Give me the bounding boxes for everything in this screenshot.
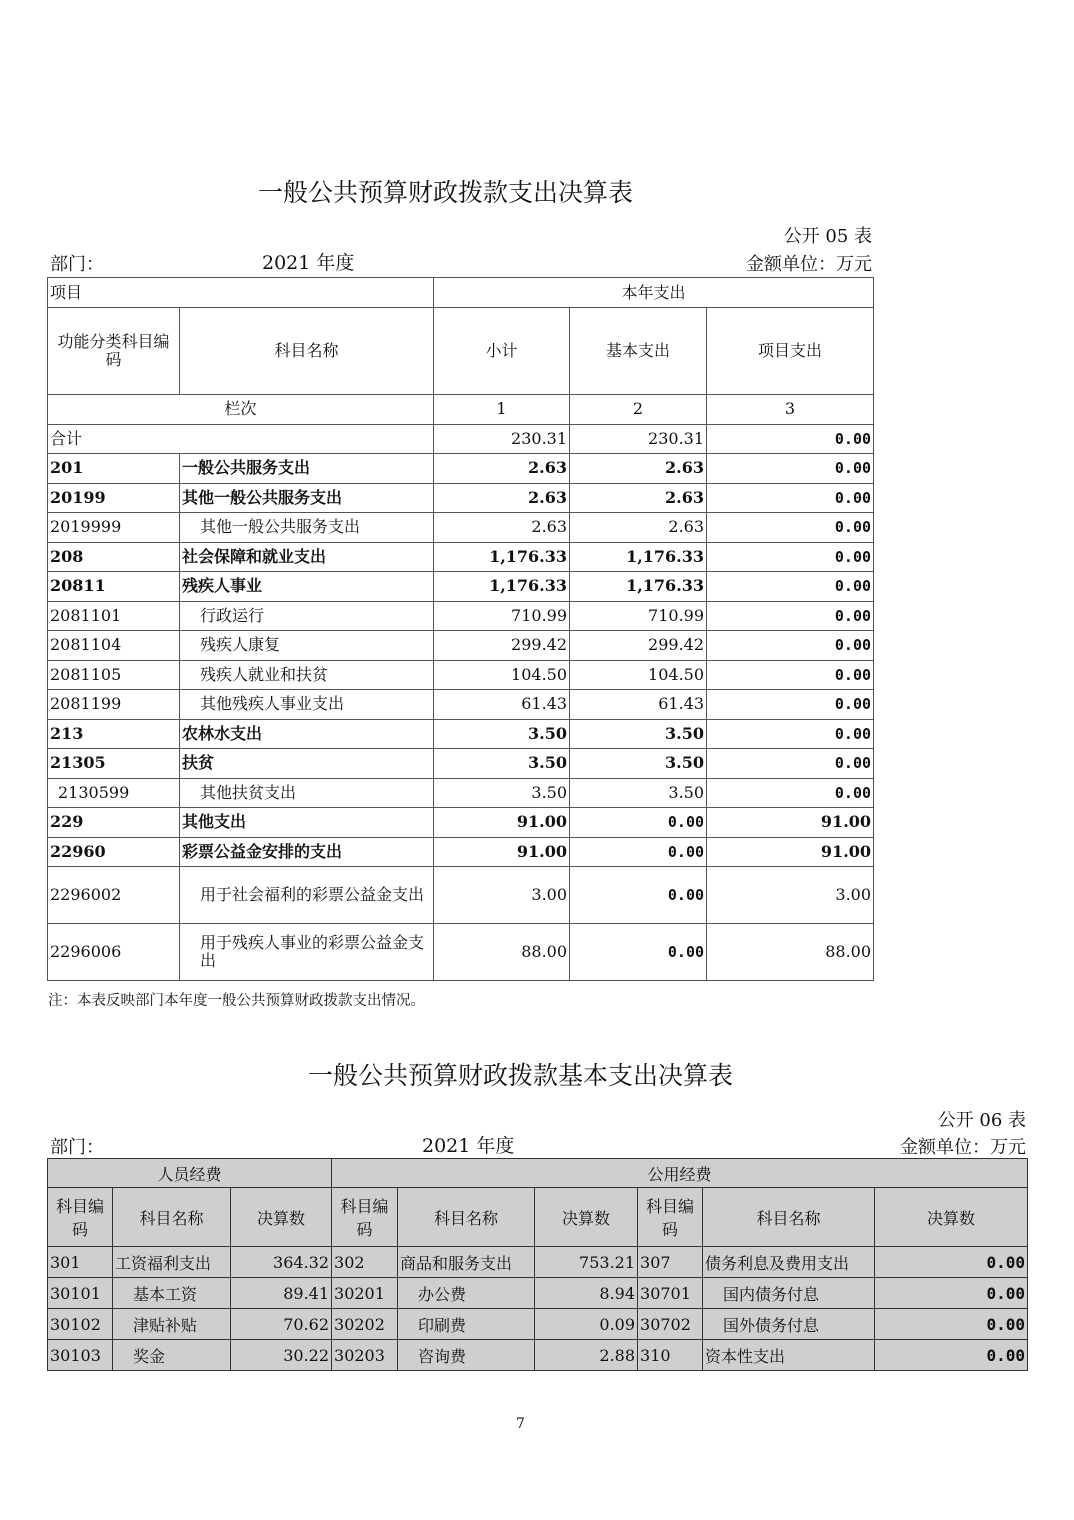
column-order-row [48, 395, 874, 425]
header-public: 公用经费 [332, 1159, 1028, 1188]
row-basic: 1,176.33 [570, 542, 707, 572]
row-code: 213 [48, 719, 180, 749]
row-project: 0.00 [707, 719, 874, 749]
table-row [48, 572, 874, 602]
table2-unit: 金额单位：万元 [900, 1137, 1026, 1158]
row-name: 用于社会福利的彩票公益金支出 [180, 867, 434, 924]
row-code: 30202 [332, 1309, 398, 1340]
row-project: 0.00 [707, 483, 874, 513]
row-basic: 0.00 [570, 924, 707, 981]
t2-header-amount-3: 决算数 [875, 1188, 1028, 1247]
row-subtotal: 2.63 [434, 483, 570, 513]
row-basic: 2.63 [570, 513, 707, 543]
row-code: 2081104 [48, 631, 180, 661]
table1-note: 注：本表反映部门本年度一般公共预算财政拨款支出情况。 [48, 993, 425, 1009]
table-row [48, 719, 874, 749]
row-basic: 0.00 [570, 808, 707, 838]
t2-header-name-2: 科目名称 [398, 1188, 535, 1247]
table-row [48, 601, 874, 631]
row-name: 基本工资 [113, 1278, 231, 1309]
total-row [48, 424, 874, 454]
row-project: 0.00 [707, 572, 874, 602]
row-amount: 0.09 [535, 1309, 638, 1340]
row-name: 用于残疾人事业的彩票公益金支出 [180, 924, 434, 981]
row-amount: 0.00 [875, 1247, 1028, 1278]
total-subtotal: 230.31 [434, 424, 570, 454]
t2-header-amount-1: 决算数 [231, 1188, 332, 1247]
row-project: 0.00 [707, 542, 874, 572]
row-subtotal: 91.00 [434, 837, 570, 867]
header-row-2 [48, 308, 874, 395]
row-code: 302 [332, 1247, 398, 1278]
row-name: 一般公共服务支出 [180, 454, 434, 484]
row-basic: 299.42 [570, 631, 707, 661]
table-row [48, 454, 874, 484]
row-code: 2081105 [48, 660, 180, 690]
t2-header-amount-2: 决算数 [535, 1188, 638, 1247]
table-row [48, 867, 874, 924]
row-code: 30201 [332, 1278, 398, 1309]
row-code: 2296002 [48, 867, 180, 924]
row-basic: 61.43 [570, 690, 707, 720]
header-item: 项目 [48, 278, 434, 308]
row-amount: 2.88 [535, 1340, 638, 1371]
row-amount: 70.62 [231, 1309, 332, 1340]
row-project: 0.00 [707, 601, 874, 631]
row-name: 工资福利支出 [113, 1247, 231, 1278]
row-subtotal: 710.99 [434, 601, 570, 631]
row-name: 扶贫 [180, 749, 434, 779]
row-basic: 2.63 [570, 483, 707, 513]
row-amount: 8.94 [535, 1278, 638, 1309]
row-subtotal: 2.63 [434, 454, 570, 484]
row-name: 其他一般公共服务支出 [180, 513, 434, 543]
t2-header-name-1: 科目名称 [113, 1188, 231, 1247]
row-project: 91.00 [707, 808, 874, 838]
row-code: 301 [48, 1247, 113, 1278]
table-row [48, 1278, 1028, 1309]
row-name: 残疾人事业 [180, 572, 434, 602]
table-row [48, 542, 874, 572]
row-code: 20811 [48, 572, 180, 602]
row-code: 30701 [638, 1278, 703, 1309]
table2-dept-label: 部门： [50, 1137, 104, 1158]
row-code: 307 [638, 1247, 703, 1278]
row-project: 91.00 [707, 837, 874, 867]
table-row [48, 631, 874, 661]
t2-header-code-3: 科目编码 [638, 1188, 703, 1247]
header-project: 项目支出 [707, 308, 874, 395]
t2-header-row-1 [48, 1159, 1028, 1188]
row-code: 201 [48, 454, 180, 484]
row-project: 88.00 [707, 924, 874, 981]
table2-year: 2021 年度 [422, 1135, 515, 1157]
row-code: 30102 [48, 1309, 113, 1340]
row-subtotal: 88.00 [434, 924, 570, 981]
row-code: 2019999 [48, 513, 180, 543]
col-1: 1 [434, 395, 570, 425]
header-subject-name: 科目名称 [180, 308, 434, 395]
row-name: 奖金 [113, 1340, 231, 1371]
row-subtotal: 91.00 [434, 808, 570, 838]
total-project: 0.00 [707, 424, 874, 454]
table1-year: 2021 年度 [262, 252, 355, 274]
row-project: 0.00 [707, 749, 874, 779]
row-amount: 753.21 [535, 1247, 638, 1278]
t2-header-row-2 [48, 1188, 1028, 1247]
row-name: 债务利息及费用支出 [703, 1247, 875, 1278]
table-row [48, 924, 874, 981]
header-func-code: 功能分类科目编码 [48, 308, 180, 395]
row-project: 0.00 [707, 454, 874, 484]
row-subtotal: 61.43 [434, 690, 570, 720]
col-3: 3 [707, 395, 874, 425]
row-basic: 3.50 [570, 778, 707, 808]
row-amount: 0.00 [875, 1278, 1028, 1309]
table1-dept-label: 部门： [50, 254, 104, 275]
row-name: 残疾人就业和扶贫 [180, 660, 434, 690]
row-amount: 89.41 [231, 1278, 332, 1309]
row-project: 0.00 [707, 631, 874, 661]
row-project: 0.00 [707, 690, 874, 720]
row-subtotal: 1,176.33 [434, 542, 570, 572]
row-code: 22960 [48, 837, 180, 867]
row-name: 国外债务付息 [703, 1309, 875, 1340]
table-row [48, 778, 874, 808]
row-code: 229 [48, 808, 180, 838]
row-subtotal: 3.00 [434, 867, 570, 924]
row-code: 310 [638, 1340, 703, 1371]
header-row-1 [48, 278, 874, 308]
table-row [48, 660, 874, 690]
row-code: 30101 [48, 1278, 113, 1309]
row-name: 印刷费 [398, 1309, 535, 1340]
row-project: 3.00 [707, 867, 874, 924]
table-row [48, 837, 874, 867]
basic-expenditure-table [47, 1158, 1028, 1371]
table-row [48, 749, 874, 779]
row-subtotal: 104.50 [434, 660, 570, 690]
t2-header-code-2: 科目编码 [332, 1188, 398, 1247]
row-amount: 0.00 [875, 1340, 1028, 1371]
row-code: 2130599 [48, 778, 180, 808]
table-row [48, 1340, 1028, 1371]
header-this-year: 本年支出 [434, 278, 874, 308]
t2-header-name-3: 科目名称 [703, 1188, 875, 1247]
row-code: 30103 [48, 1340, 113, 1371]
row-name: 国内债务付息 [703, 1278, 875, 1309]
row-basic: 1,176.33 [570, 572, 707, 602]
row-basic: 2.63 [570, 454, 707, 484]
page-number: 7 [516, 1416, 525, 1432]
row-amount: 30.22 [231, 1340, 332, 1371]
row-name: 农林水支出 [180, 719, 434, 749]
row-project: 0.00 [707, 660, 874, 690]
row-project: 0.00 [707, 513, 874, 543]
row-amount: 0.00 [875, 1309, 1028, 1340]
row-subtotal: 2.63 [434, 513, 570, 543]
header-subtotal: 小计 [434, 308, 570, 395]
header-personnel: 人员经费 [48, 1159, 332, 1188]
table1-code: 公开 05 表 [783, 226, 872, 247]
row-code: 21305 [48, 749, 180, 779]
row-name: 其他扶贫支出 [180, 778, 434, 808]
row-name: 其他一般公共服务支出 [180, 483, 434, 513]
col-2: 2 [570, 395, 707, 425]
row-subtotal: 3.50 [434, 749, 570, 779]
table-row [48, 513, 874, 543]
row-subtotal: 3.50 [434, 778, 570, 808]
row-name: 咨询费 [398, 1340, 535, 1371]
row-code: 2081199 [48, 690, 180, 720]
row-name: 商品和服务支出 [398, 1247, 535, 1278]
row-subtotal: 3.50 [434, 719, 570, 749]
row-name: 津贴补贴 [113, 1309, 231, 1340]
row-name: 资本性支出 [703, 1340, 875, 1371]
table-row [48, 483, 874, 513]
row-code: 30702 [638, 1309, 703, 1340]
table1-title: 一般公共预算财政拨款支出决算表 [258, 178, 634, 207]
row-basic: 104.50 [570, 660, 707, 690]
row-code: 208 [48, 542, 180, 572]
row-subtotal: 1,176.33 [434, 572, 570, 602]
row-basic: 710.99 [570, 601, 707, 631]
row-name: 其他支出 [180, 808, 434, 838]
total-basic: 230.31 [570, 424, 707, 454]
row-name: 办公费 [398, 1278, 535, 1309]
row-name: 残疾人康复 [180, 631, 434, 661]
row-amount: 364.32 [231, 1247, 332, 1278]
row-name: 其他残疾人事业支出 [180, 690, 434, 720]
table2-code: 公开 06 表 [937, 1110, 1026, 1131]
row-code: 20199 [48, 483, 180, 513]
header-basic: 基本支出 [570, 308, 707, 395]
row-name: 彩票公益金安排的支出 [180, 837, 434, 867]
row-name: 行政运行 [180, 601, 434, 631]
table-row [48, 808, 874, 838]
column-order-label: 栏次 [48, 395, 434, 425]
table-row [48, 1309, 1028, 1340]
row-basic: 0.00 [570, 867, 707, 924]
row-code: 2081101 [48, 601, 180, 631]
table1-unit: 金额单位：万元 [746, 254, 872, 275]
row-name: 社会保障和就业支出 [180, 542, 434, 572]
table-row [48, 1247, 1028, 1278]
row-basic: 3.50 [570, 749, 707, 779]
t2-header-code-1: 科目编码 [48, 1188, 113, 1247]
row-code: 30203 [332, 1340, 398, 1371]
table2-title: 一般公共预算财政拨款基本支出决算表 [308, 1061, 734, 1090]
total-label: 合计 [48, 424, 434, 454]
row-basic: 0.00 [570, 837, 707, 867]
row-project: 0.00 [707, 778, 874, 808]
expenditure-table [47, 277, 874, 981]
table-row [48, 690, 874, 720]
row-subtotal: 299.42 [434, 631, 570, 661]
row-code: 2296006 [48, 924, 180, 981]
row-basic: 3.50 [570, 719, 707, 749]
